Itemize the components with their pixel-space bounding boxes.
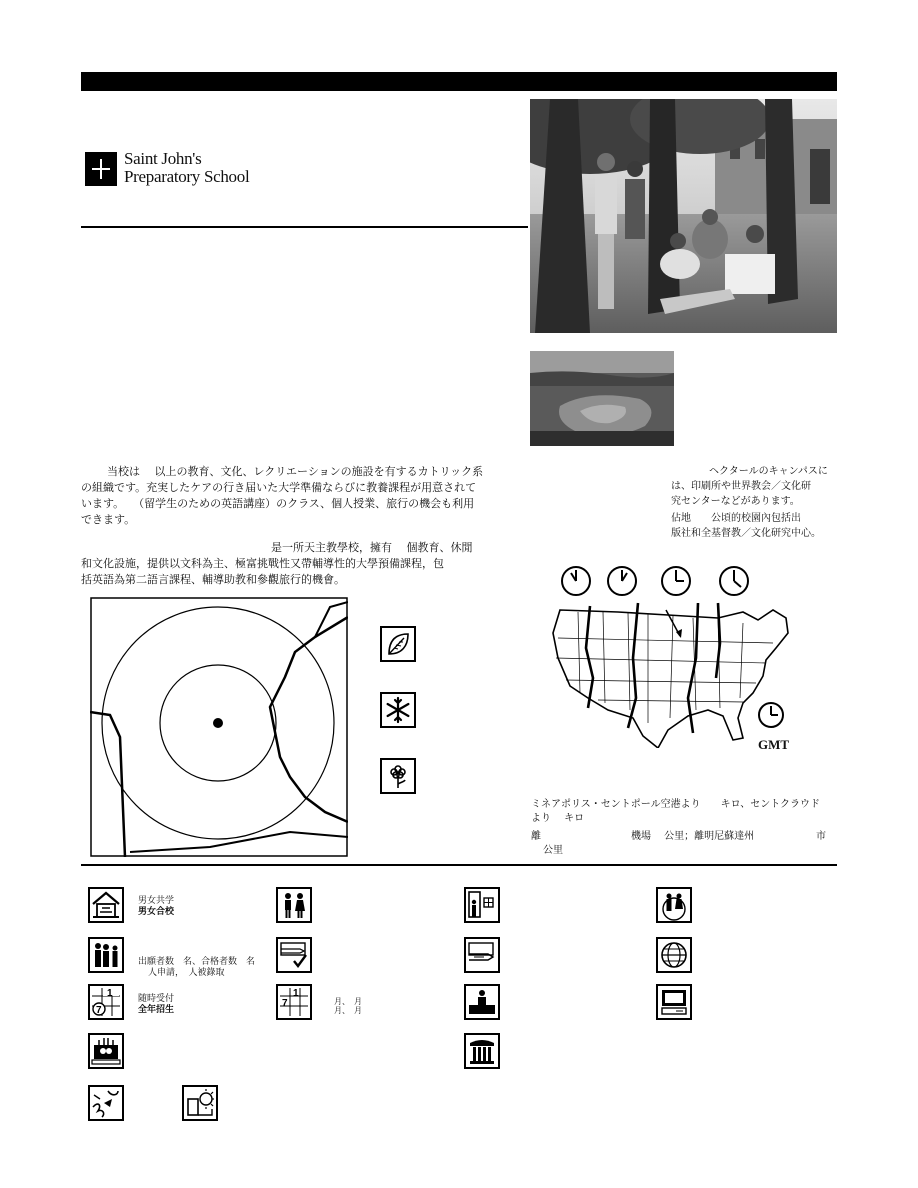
calendar-enrollment-icon xyxy=(88,984,124,1020)
pencil-form-icon xyxy=(464,937,500,973)
intro-chinese xyxy=(81,540,521,588)
calendar-label xyxy=(334,997,362,1015)
header-rule xyxy=(81,226,528,228)
svg-text:7: 7 xyxy=(96,1005,102,1016)
gmt-label: GMT xyxy=(758,737,790,752)
admission-label xyxy=(138,994,174,1016)
airport-jp-line2: より キロ xyxy=(531,813,585,824)
leaves-nature-icon xyxy=(88,1085,124,1121)
airport-chinese xyxy=(531,830,841,858)
intro-jp-line4: できます。 xyxy=(81,513,136,526)
dormitory-door-icon xyxy=(464,887,500,923)
intro-jp-line2: の組織です。充実したケアの行き届いた大学準備ならびに教養課程が用意されて xyxy=(81,481,477,494)
campus-jp-line3: 究センターなどがあります。 xyxy=(671,496,800,507)
us-time-zone-map xyxy=(548,598,793,748)
family-globe-icon xyxy=(656,887,692,923)
globe-icon xyxy=(656,937,692,973)
school-name-line2: Preparatory School xyxy=(124,167,250,186)
svg-text:7: 7 xyxy=(282,998,288,1009)
computer-icon xyxy=(656,984,692,1020)
campus-jp-line1: ヘクタールのキャンパスに xyxy=(709,466,828,477)
campus-zh-line2: 版社和全基督教／文化研究中心。 xyxy=(671,528,821,539)
sun-door-icon xyxy=(182,1085,218,1121)
svg-text:1: 1 xyxy=(293,988,299,999)
coed-zh: 男女合校 xyxy=(138,907,175,917)
clock-icon xyxy=(606,565,638,601)
applicants-people-icon xyxy=(88,937,124,973)
clock-icon xyxy=(718,565,750,601)
top-bar xyxy=(81,72,837,91)
coed-label xyxy=(138,896,174,918)
campus-jp-line2: は、印刷所や世界教会／文化研 xyxy=(671,481,811,492)
applicants-label xyxy=(138,957,255,979)
calendar-zh: 月、 月 xyxy=(334,1006,362,1015)
airport-jp-line1: ミネアポリス・セントポール空港より キロ、セントクラウド xyxy=(531,799,820,810)
intro-japanese xyxy=(81,464,521,528)
intro-zh-line3: 括英語為第二語言課程、輔導助教和參觀旅行的機會。 xyxy=(81,573,345,586)
students-photo xyxy=(530,99,837,333)
flower-icon xyxy=(380,758,416,794)
coed-jp: 男女共学 xyxy=(138,896,175,906)
person-at-desk-icon xyxy=(464,984,500,1020)
pencil-check-icon xyxy=(276,937,312,973)
intro-zh-line1: 是一所天主教學校，擁有 個教育、休閒 xyxy=(271,541,473,554)
applicants-jp: 出願者数 名、合格者数 名 xyxy=(138,957,256,967)
facts-rule xyxy=(81,864,837,866)
intro-zh-line2: 和文化設施，提供以文科為主、極富挑戰性又帶輔導性的大學預備課程，包 xyxy=(81,557,444,570)
columns-building-icon xyxy=(464,1033,500,1069)
admission-zh: 全年招生 xyxy=(138,1005,175,1015)
airport-zh-line1c: 市 xyxy=(816,831,826,842)
campus-chinese xyxy=(671,511,846,541)
snowflake-icon xyxy=(380,692,416,728)
clock-icon xyxy=(660,565,692,601)
calendar-jp: 月、 月 xyxy=(334,997,362,1006)
calendar-icon xyxy=(276,984,312,1020)
clock-icon xyxy=(560,565,592,601)
school-name xyxy=(124,150,249,186)
svg-text:1: 1 xyxy=(107,988,113,999)
intro-jp-line1: 当校は 以上の教育、文化、レクリエーションの施設を有するカトリック系 xyxy=(107,465,484,478)
boy-girl-icon xyxy=(276,887,312,923)
regional-map xyxy=(90,597,348,857)
campus-zh-line1: 佔地 公頃的校園內包括出 xyxy=(671,513,801,524)
airport-zh-line1a: 離 xyxy=(531,831,541,842)
aerial-campus-photo xyxy=(530,351,674,446)
admission-jp: 随時受付 xyxy=(138,994,175,1004)
airport-zh-line2: 公里 xyxy=(543,845,563,856)
leaf-icon xyxy=(380,626,416,662)
school-name-line1: Saint John's xyxy=(124,149,202,168)
airport-zh-line1b: 機場 公里；離明尼蘇達州 xyxy=(631,831,755,842)
campus-japanese xyxy=(671,464,846,509)
school-house-icon xyxy=(88,887,124,923)
applicants-zh: 人申請， 人被錄取 xyxy=(148,968,225,978)
intro-jp-line3: います。 （留学生のための英語講座）のクラス、個人授業、旅行の機会も利用 xyxy=(81,497,475,510)
school-logo-cross-icon xyxy=(85,152,117,186)
airport-japanese xyxy=(531,798,841,826)
theater-icon xyxy=(88,1033,124,1069)
